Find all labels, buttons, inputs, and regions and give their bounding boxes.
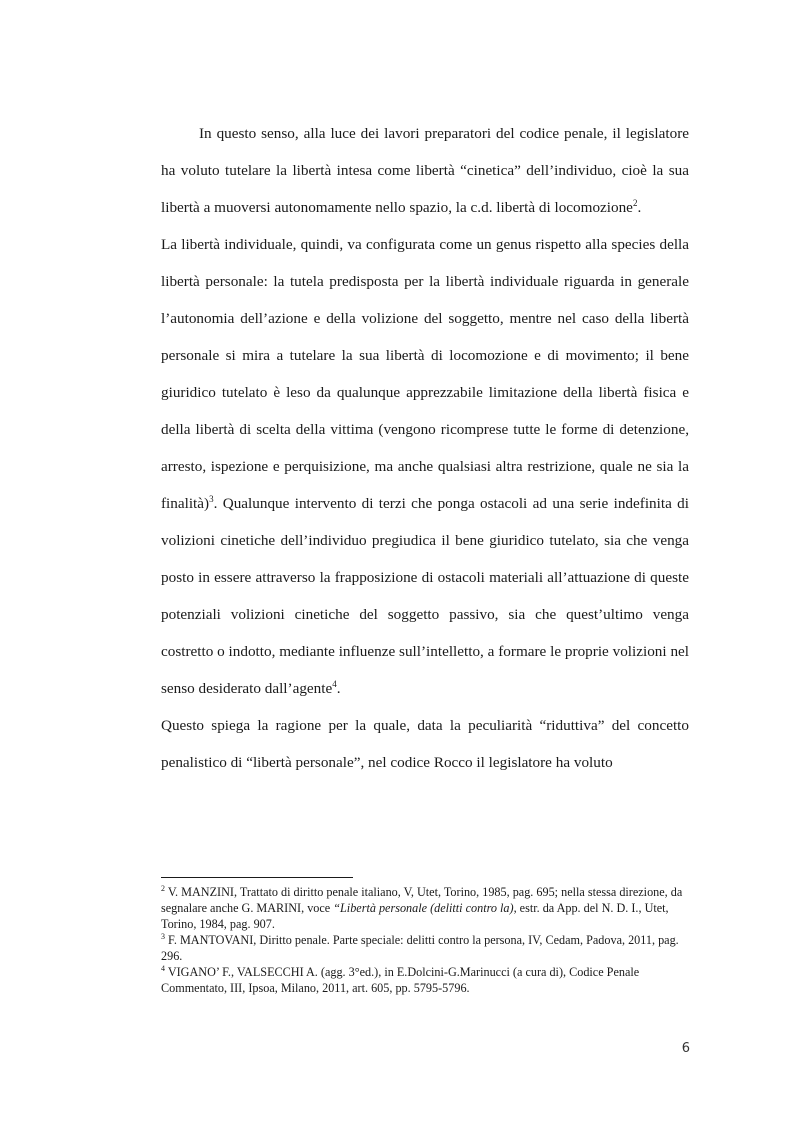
footnote-3: [161, 932, 689, 964]
paragraph-2-text-b: . Qualunque intervento di terzi che ponga ostacoli ad una serie indefinita di volizioni cinetiche dell’individuo pregiudica il bene giuridico tutelato, sia che venga posto in essere attraverso la frapposizione di ostacoli materiali all’attuazione di queste potenziali volizioni cinetiche del soggetto passivo, sia che quest’ultimo venga costretto o indotto, mediante influenze sull’intelletto, a formare le proprie volizioni nel senso desiderato dall’agente: [161, 495, 689, 697]
body-text: [161, 115, 689, 781]
footnote-2-number: 2: [161, 883, 165, 893]
footnote-separator: [161, 877, 353, 878]
footnote-2-text-a: V. MANZINI, Trattato di diritto penale italiano, V, Utet, Torino, 1985, pag. 695; nella stessa direzione, da segnalare anche G. MARINI, voce: [161, 885, 683, 915]
footnote-ref-4[interactable]: 4: [332, 678, 337, 689]
paragraph-3-text: Questo spiega la ragione per la quale, data la peculiarità “riduttiva” del concetto penalistico di “libertà personale”, nel codice Rocco il legislatore ha voluto: [161, 717, 689, 771]
footnote-3-number: 3: [161, 931, 165, 941]
footnote-2-italic: “Libertà personale (delitti contro la): [333, 901, 514, 915]
footnote-4-text: VIGANO’ F., VALSECCHI A. (agg. 3°ed.), in E.Dolcini-G.Marinucci (a cura di), Codice Penale Commentato, III, Ipsoa, Milano, 2011, art. 605, pp. 5795-5796.: [161, 965, 640, 995]
footnote-4-number: 4: [161, 963, 165, 973]
page-number: 6: [681, 1041, 690, 1056]
footnote-2-text-b: , estr. da App. del N. D. I., Utet, Torino, 1984, pag. 907.: [161, 901, 669, 931]
paragraph-2-end: .: [336, 680, 341, 697]
paragraph-1-text: In questo senso, alla luce dei lavori preparatori del codice penale, il legislatore ha voluto tutelare la libertà intesa come libertà “cinetica” dell’individuo, cioè la sua libertà a muoversi autonomamente nello spazio, la c.d. libertà di locomozione: [161, 125, 689, 216]
paragraph-1-end: .: [637, 199, 642, 216]
footnote-ref-2[interactable]: 2: [632, 197, 638, 208]
footnote-2: [161, 884, 689, 932]
paragraph-2-text-a: La libertà individuale, quindi, va configurata come un genus rispetto alla species della libertà personale: la tutela predisposta per la libertà individuale riguarda in generale l’autonomia dell’azione e della volizione del soggetto, mentre nel caso della libertà personale si mira a tutelare la sua libertà di locomozione e di movimento; il bene giuridico tutelato è leso da qualunque apprezzabile limitazione della libertà fisica e della libertà di scelta della vittima (vengono ricomprese tutte le forme di detenzione, arresto, ispezione e perquisizione, ma anche qualsiasi altra restrizione, quale ne sia la finalità): [161, 236, 689, 512]
footnote-4: [161, 964, 689, 996]
footnotes: [161, 884, 689, 996]
paragraph-1: [161, 115, 689, 226]
paragraph-3: [161, 707, 689, 781]
footnote-3-text: F. MANTOVANI, Diritto penale. Parte speciale: delitti contro la persona, IV, Cedam, Padova, 2011, pag. 296.: [161, 933, 679, 963]
paragraph-2: [161, 226, 689, 707]
footnote-ref-3[interactable]: 3: [209, 493, 214, 504]
